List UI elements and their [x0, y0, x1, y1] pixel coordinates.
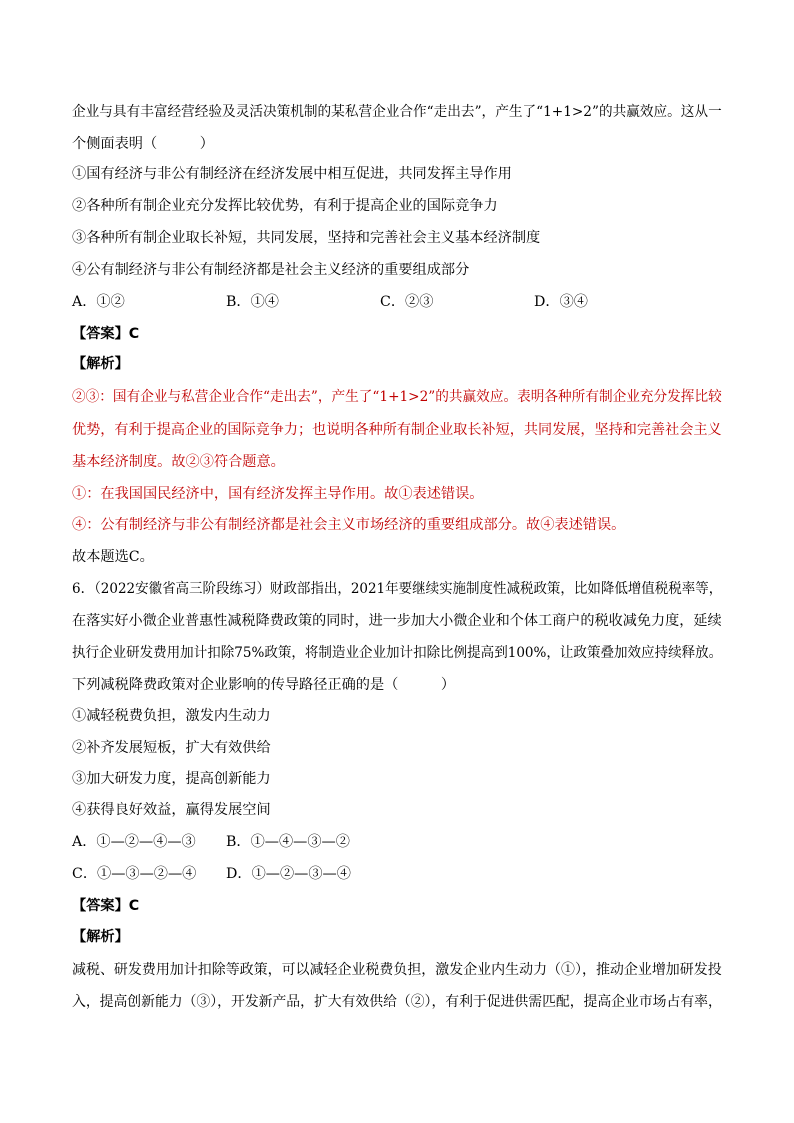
q5-statement-3: ③各种所有制企业取长补短，共同发展，坚持和完善社会主义基本经济制度 — [72, 230, 541, 246]
q5-answer-label: 【答案】C — [72, 326, 140, 342]
q5-option-c: C．②③ — [380, 294, 434, 310]
q5-stem-line-2: 个侧面表明（ ） — [72, 136, 214, 152]
q6-analysis-line-2: 入，提高创新能力（③），开发新产品，扩大有效供给（②），有利于促进供需匹配，提高企业市场占有率， — [72, 994, 722, 1010]
q6-statement-4: ④获得良好效益，赢得发展空间 — [72, 802, 271, 818]
q6-statement-2: ②补齐发展短板，扩大有效供给 — [72, 740, 271, 756]
q5-analysis-line-3: 基本经济制度。故②③符合题意。 — [72, 454, 285, 470]
q5-analysis-line-5: ④：公有制经济与非公有制经济都是社会主义市场经济的重要组成部分。故④表述错误。 — [72, 517, 626, 533]
q6-stem-line-2: 在落实好小微企业普惠性减税降费政策的同时，进一步加大小微企业和个体工商户的税收减免力度，延续 — [72, 613, 722, 629]
q6-statement-3: ③加大研发力度，提高创新能力 — [72, 771, 271, 787]
q6-answer-label: 【答案】C — [72, 898, 140, 914]
q6-option-d: D．①—②—③—④ — [226, 866, 351, 882]
q6-stem-line-4: 下列减税降费政策对企业影响的传导路径正确的是（ ） — [72, 677, 456, 693]
q5-analysis-line-2: 优势，有利于提高企业的国际竞争力；也说明各种所有制企业取长补短，共同发展，坚持和完善社会主义 — [72, 422, 722, 438]
q5-analysis-line-1: ②③：国有企业与私营企业合作“走出去”，产生了“1+1>2”的共赢效应。表明各种所有制企业充分发挥比较 — [72, 389, 722, 405]
q5-conclusion: 故本题选C。 — [72, 549, 154, 565]
q5-option-a: A．①② — [72, 294, 125, 310]
q5-statement-4: ④公有制经济与非公有制经济都是社会主义经济的重要组成部分 — [72, 262, 470, 278]
q5-analysis-label: 【解析】 — [72, 356, 129, 372]
q6-analysis-label: 【解析】 — [72, 929, 129, 945]
q6-option-b: B．①—④—③—② — [226, 834, 350, 850]
q5-analysis-line-4: ①：在我国国民经济中，国有经济发挥主导作用。故①表述错误。 — [72, 486, 484, 502]
q6-statement-1: ①减轻税费负担，激发内生动力 — [72, 708, 271, 724]
q6-stem-line-3: 执行企业研发费用加计扣除75%政策，将制造业企业加计扣除比例提高到100%，让政策叠加效应持续释放。 — [72, 645, 723, 661]
q5-stem-line-1: 企业与具有丰富经营经验及灵活决策机制的某私营企业合作“走出去”，产生了“1+1>2”的共赢效应。这从一 — [72, 104, 722, 120]
q6-stem-line-1: 6．（2022安徽省高三阶段练习）财政部指出，2021年要继续实施制度性减税政策，比如降低增值税税率等， — [72, 581, 723, 597]
q6-option-c: C．①—③—②—④ — [72, 866, 197, 882]
q5-option-d: D．③④ — [534, 294, 588, 310]
q5-statement-2: ②各种所有制企业充分发挥比较优势，有利于提高企业的国际竞争力 — [72, 198, 498, 214]
q5-statement-1: ①国有经济与非公有制经济在经济发展中相互促进，共同发挥主导作用 — [72, 166, 512, 182]
q5-option-b: B．①④ — [226, 294, 279, 310]
q6-option-a: A．①—②—④—③ — [72, 834, 196, 850]
q6-analysis-line-1: 减税、研发费用加计扣除等政策，可以减轻企业税费负担，激发企业内生动力（①），推动企业增加研发投 — [72, 962, 722, 978]
